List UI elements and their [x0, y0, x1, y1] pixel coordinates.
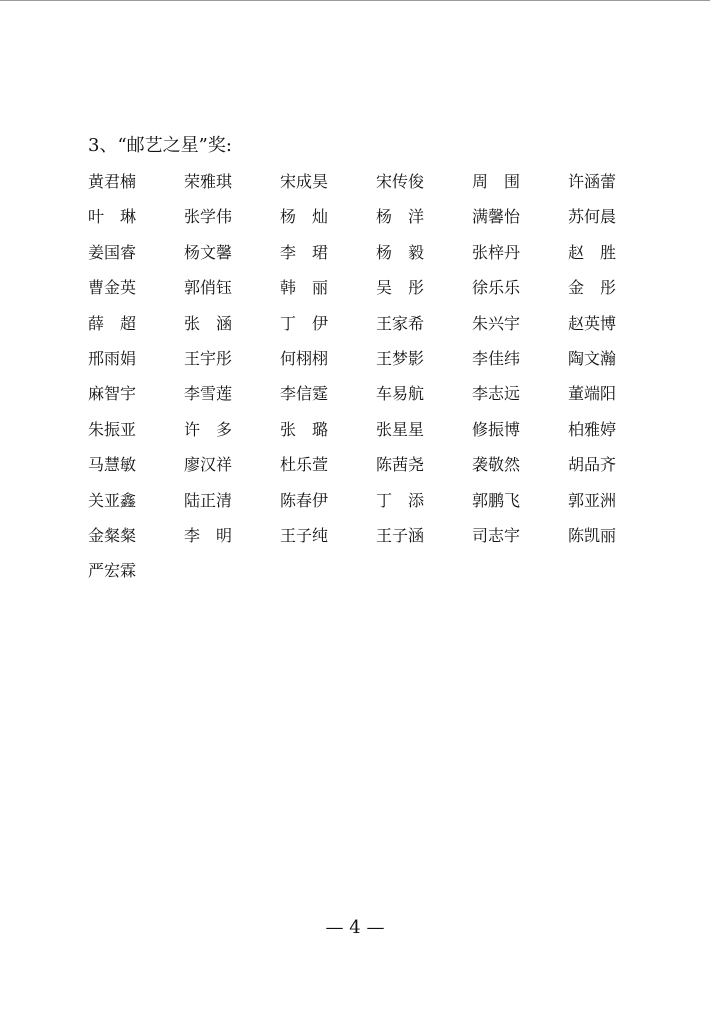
recipient-name: 满馨怡: [472, 207, 521, 227]
recipient-name: 车易航: [376, 384, 425, 404]
recipient-name: 严宏霖: [88, 561, 137, 581]
recipient-name: 马慧敏: [88, 455, 137, 475]
recipient-name: 曹金英: [88, 278, 137, 298]
recipient-name: 金粲粲: [88, 525, 137, 545]
recipient-name: 郭俏钰: [184, 278, 233, 298]
recipient-name: 许涵蕾: [568, 172, 617, 191]
recipient-name: 张 璐: [280, 419, 329, 439]
names-row: [88, 169, 628, 204]
recipient-name: 李雪莲: [184, 384, 233, 404]
recipient-name: 廖汉祥: [184, 455, 233, 475]
names-row: [88, 204, 628, 239]
recipient-name: 苏何晨: [568, 207, 617, 227]
recipient-name: 司志宇: [472, 525, 521, 545]
names-row: [88, 240, 628, 275]
recipient-name: 韩 丽: [280, 278, 329, 298]
recipient-name: 赵英博: [568, 313, 617, 333]
award-names-list: [88, 169, 628, 594]
recipient-name: 叶 琳: [88, 207, 137, 227]
recipient-name: 袭敬然: [472, 455, 521, 475]
recipient-name: 黄君楠: [88, 172, 137, 191]
recipient-name: 陈凯丽: [568, 525, 617, 545]
recipient-name: 邢雨娟: [88, 348, 137, 368]
page-number: — 4 —: [325, 917, 385, 938]
recipient-name: 周 围: [472, 172, 521, 191]
recipient-name: 修振博: [472, 419, 521, 439]
recipient-name: 陈茜尧: [376, 455, 425, 475]
recipient-name: 杨 灿: [280, 207, 329, 227]
recipient-name: 郭鹏飞: [472, 490, 521, 510]
recipient-name: 李 明: [184, 525, 233, 545]
recipient-name: 李志远: [472, 384, 521, 404]
recipient-name: 陈春伊: [280, 490, 329, 510]
recipient-name: 柏雅婷: [568, 419, 617, 439]
recipient-name: 王梦影: [376, 348, 425, 368]
names-row: [88, 275, 628, 310]
recipient-name: 金 彤: [568, 278, 617, 298]
recipient-name: 薛 超: [88, 313, 137, 333]
recipient-name: 郭亚洲: [568, 490, 617, 510]
recipient-name: 王子纯: [280, 525, 329, 545]
recipient-name: 丁 伊: [280, 313, 329, 333]
recipient-name: 麻智宇: [88, 384, 137, 404]
recipient-name: 杨文馨: [184, 242, 233, 262]
recipient-name: 张星星: [376, 419, 425, 439]
recipient-name: 宋传俊: [376, 172, 425, 191]
recipient-name: 杨 毅: [376, 242, 425, 262]
names-row: [88, 381, 628, 416]
names-row: [88, 417, 628, 452]
recipient-name: 杨 洋: [376, 207, 425, 227]
names-row: [88, 346, 628, 381]
recipient-name: 姜国睿: [88, 242, 137, 262]
recipient-name: 朱振亚: [88, 419, 137, 439]
recipient-name: 徐乐乐: [472, 278, 521, 298]
recipient-name: 董端阳: [568, 384, 617, 404]
recipient-name: 张梓丹: [472, 242, 521, 262]
recipient-name: 王宇彤: [184, 348, 233, 368]
recipient-name: 朱兴宇: [472, 313, 521, 333]
recipient-name: 李信霆: [280, 384, 329, 404]
recipient-name: 何栩栩: [280, 348, 329, 368]
names-row: [88, 452, 628, 487]
recipient-name: 陆正清: [184, 490, 233, 510]
names-row: [88, 311, 628, 346]
names-row: [88, 523, 628, 558]
page-top-border: [0, 0, 710, 1]
recipient-name: 李 珺: [280, 242, 329, 262]
recipient-name: 吴 彤: [376, 278, 425, 298]
recipient-name: 杜乐萱: [280, 455, 329, 475]
recipient-name: 许 多: [184, 419, 233, 439]
recipient-name: 王子涵: [376, 525, 425, 545]
recipient-name: 张 涵: [184, 313, 233, 333]
recipient-name: 李佳纬: [472, 348, 521, 368]
recipient-name: 张学伟: [184, 207, 233, 227]
recipient-name: 王家希: [376, 313, 425, 333]
recipient-name: 陶文瀚: [568, 348, 617, 368]
recipient-name: 荣雅琪: [184, 172, 233, 191]
recipient-name: 关亚鑫: [88, 490, 137, 510]
recipient-name: 宋成昊: [280, 172, 329, 191]
recipient-name: 胡品齐: [568, 455, 617, 475]
names-row: [88, 558, 628, 593]
award-section-heading: 3、“邮艺之星”奖:: [88, 135, 232, 156]
recipient-name: 赵 胜: [568, 242, 617, 262]
recipient-name: 丁 添: [376, 490, 425, 510]
names-row: [88, 488, 628, 523]
